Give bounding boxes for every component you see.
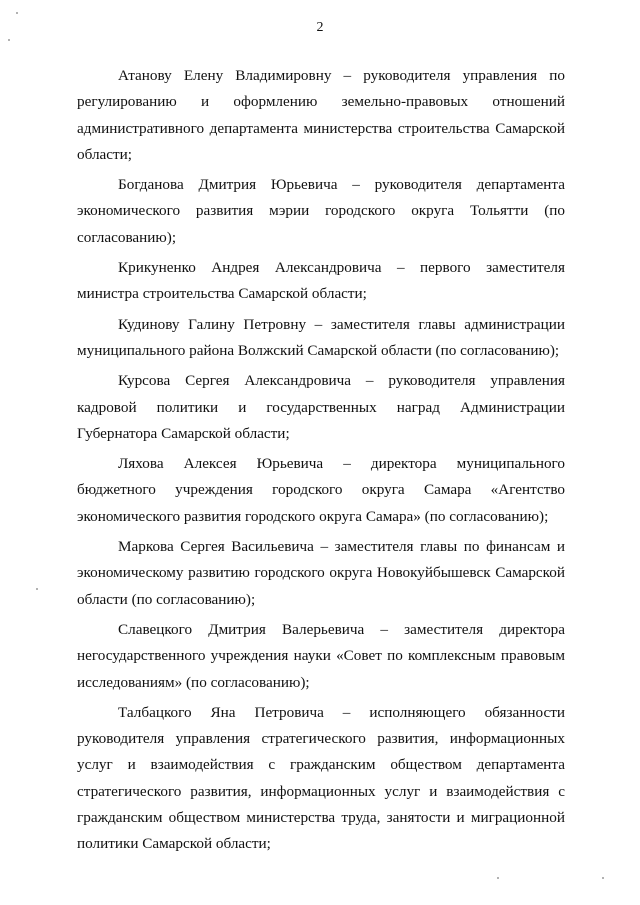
scan-speck (602, 877, 604, 879)
scan-speck (8, 39, 10, 41)
scan-speck (16, 12, 18, 14)
list-item: Атанову Елену Владимировну – руководителя управления по регулированию и оформлению земельно-правовых отношений административного департамента министерства строительства Самарской области; (77, 67, 565, 163)
scan-speck (36, 588, 38, 590)
list-item: Кудинову Галину Петровну – заместителя главы администрации муниципального района Волжский Самарской области (по согласованию); (77, 315, 565, 359)
list-item: Талбацкого Яна Петровича – исполняющего обязанности руководителя управления стратегического развития, информационных услуг и взаимодействия с гражданским обществом департамента стратегического развития, информационных услуг и взаимодействия с гражданским обществом министерства труда, занятости и миграционной политики Самарской области; (77, 703, 565, 853)
list-item: Крикуненко Андрея Александровича – первого заместителя министра строительства Самарской области; (77, 259, 565, 303)
list-item: Маркова Сергея Васильевича – заместителя главы по финансам и экономическому развитию городского округа Новокуйбышевск Самарской области (по согласованию); (77, 538, 565, 608)
list-item: Славецкого Дмитрия Валерьевича – заместителя директора негосударственного учреждения науки «Совет по комплексным правовым исследованиям» (по согласованию); (77, 620, 565, 691)
list-item: Ляхова Алексея Юрьевича – директора муниципального бюджетного учреждения городского округа Самара «Агентство экономического развития городского округа Самара» (по согласованию); (77, 455, 565, 525)
list-item: Курсова Сергея Александровича – руководителя управления кадровой политики и государственных наград Администрации Губернатора Самарской области; (77, 372, 565, 442)
member-list (77, 63, 565, 862)
list-item: Богданова Дмитрия Юрьевича – руководителя департамента экономического развития мэрии городского округа Тольятти (по согласованию); (77, 176, 565, 246)
scan-speck (497, 877, 499, 879)
page-number: 2 (316, 20, 324, 35)
